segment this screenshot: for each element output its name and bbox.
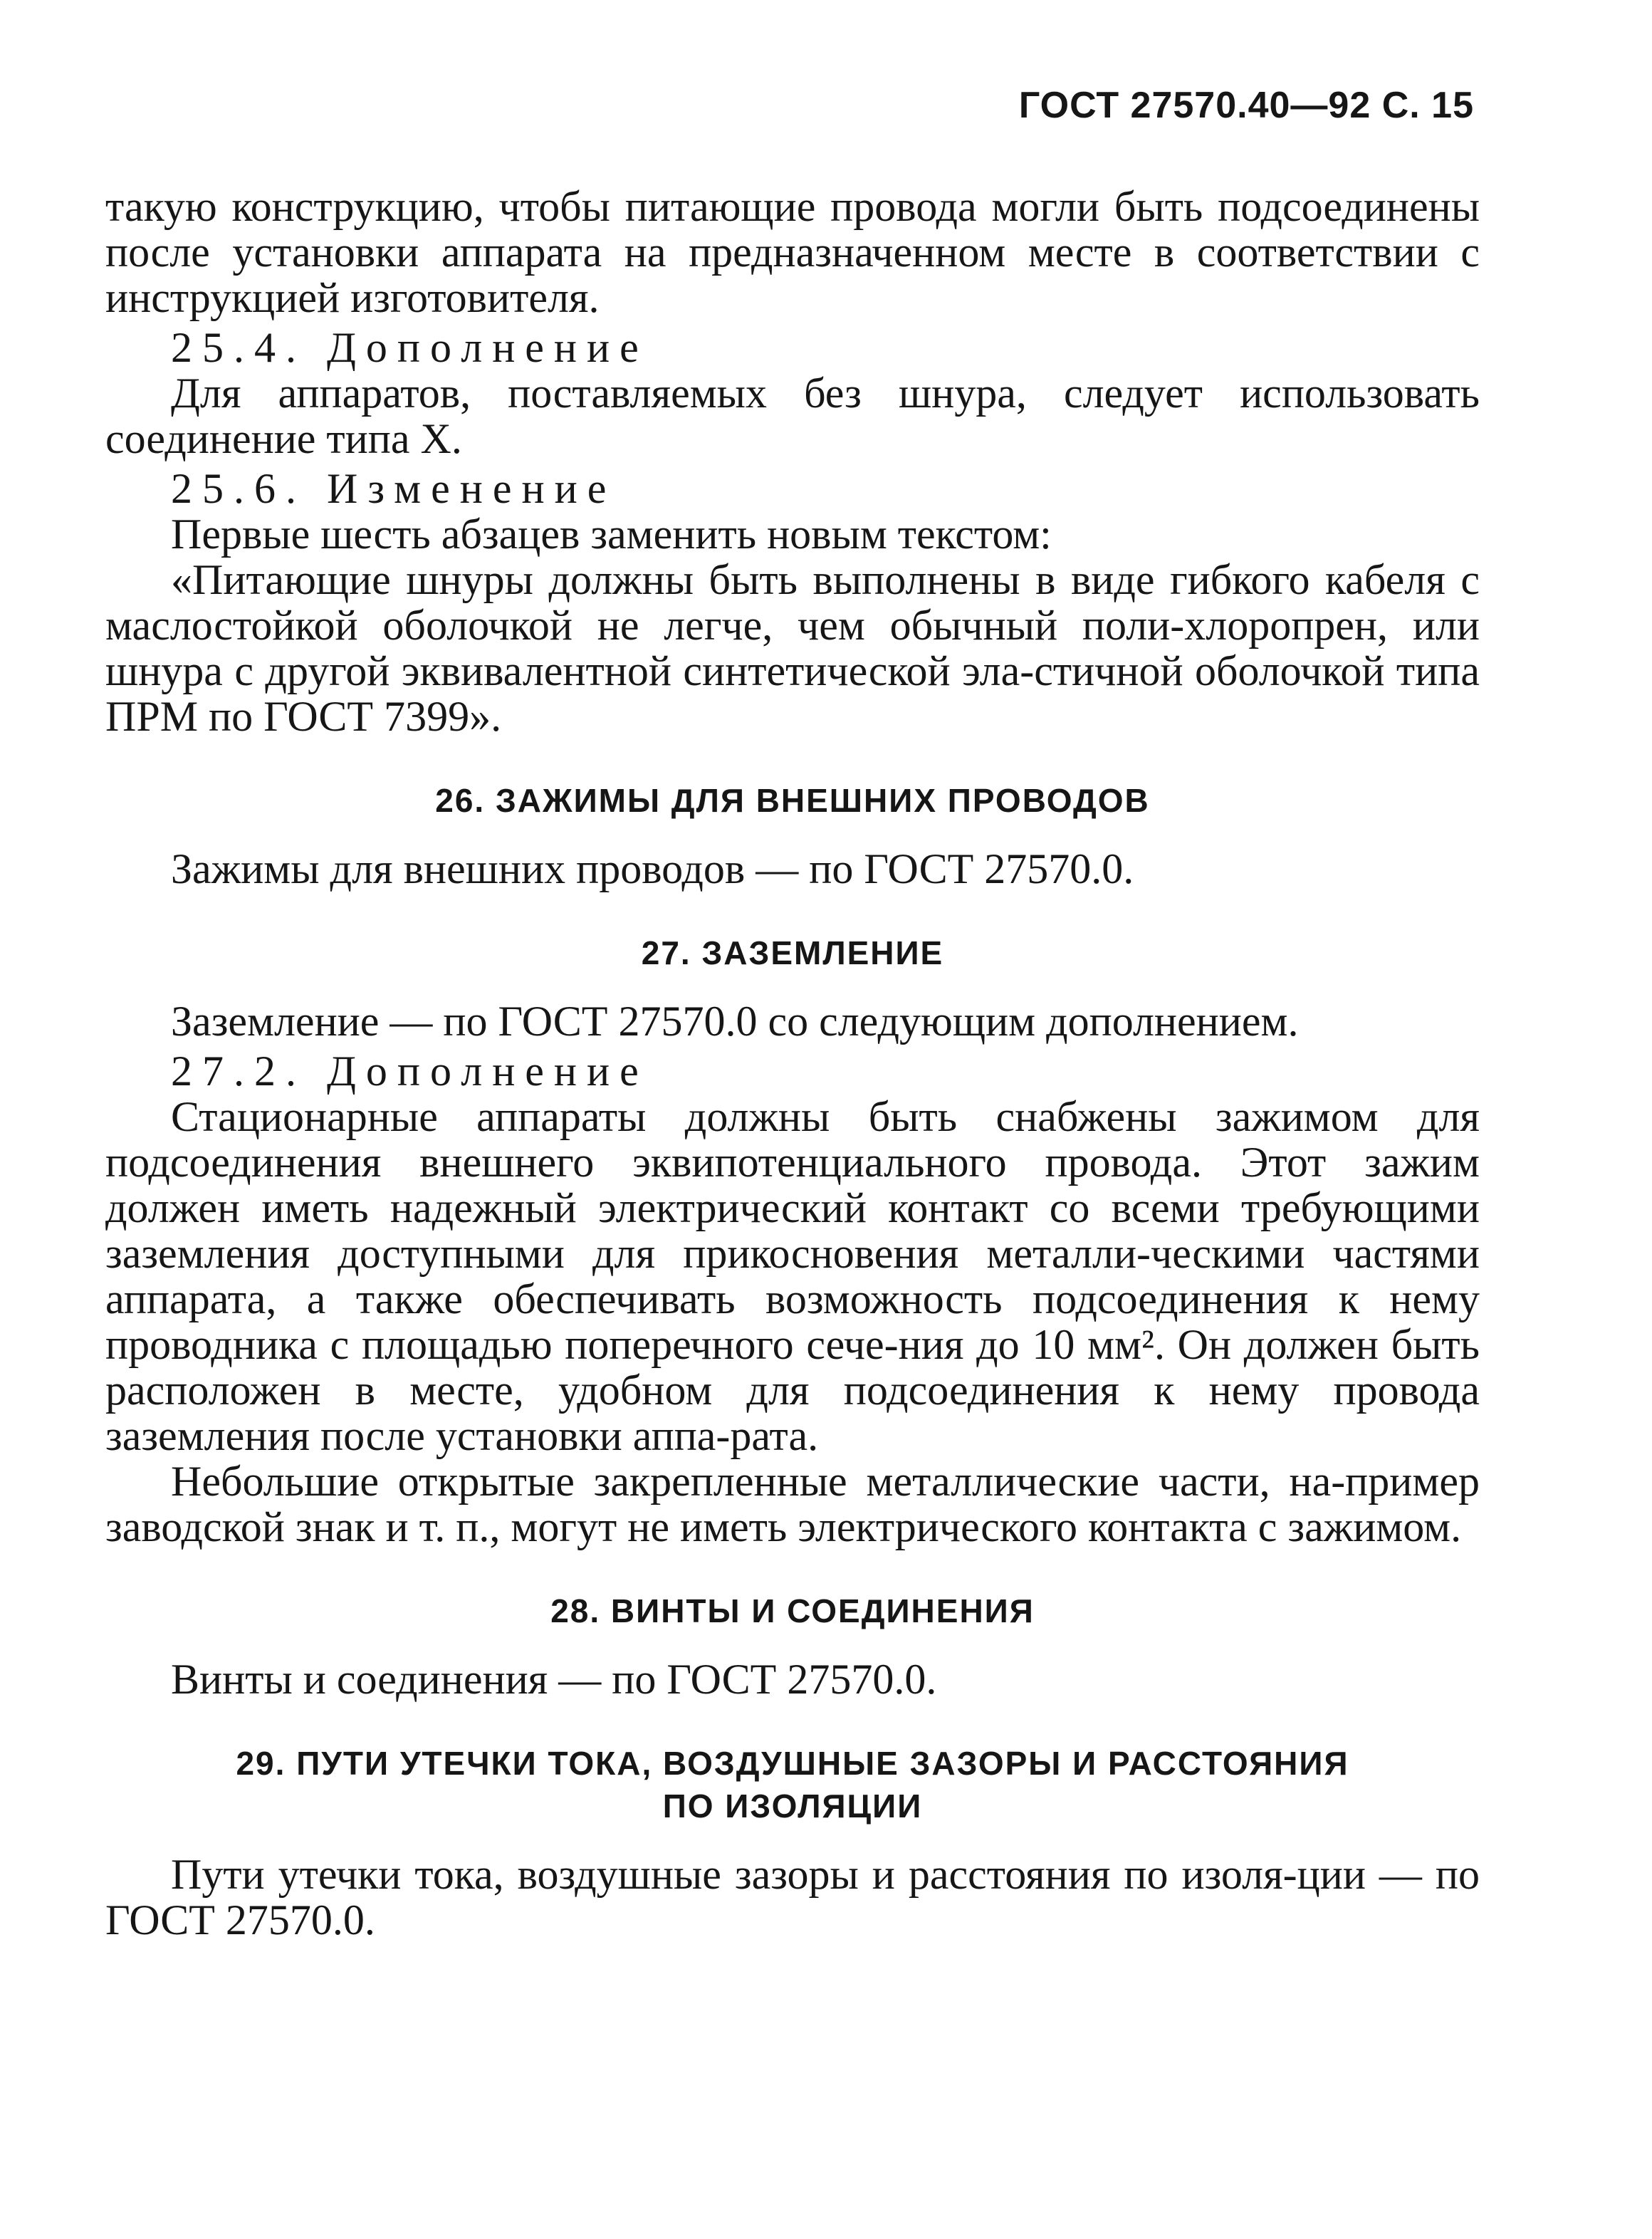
section-29-title-line-2: ПО ИЗОЛЯЦИИ [662,1787,923,1825]
section-27-text: Заземление — по ГОСТ 27570.0 со следующим дополнением. [171,998,1299,1045]
section-28-title: 28. ВИНТЫ И СОЕДИНЕНИЯ [550,1592,1035,1629]
page-header: ГОСТ 27570.40—92 С. 15 [1018,85,1474,126]
section-26-title: 26. ЗАЖИМЫ ДЛЯ ВНЕШНИХ ПРОВОДОВ [435,782,1150,819]
section-29-title [105,1742,1480,1827]
section-29-text: Пути утечки тока, воздушные зазоры и расстояния по изоля-ции — по ГОСТ 27570.0. [105,1851,1480,1943]
paragraph-intro: такую конструкцию, чтобы питающие провода могли быть подсоединены после установки аппарата на предназначенном месте в соответствии с инструкцией изготовителя. [105,183,1480,321]
section-27-title: 27. ЗАЗЕМЛЕНИЕ [641,934,944,971]
item-27-2-text-1: Стационарные аппараты должны быть снабжены зажимом для подсоединения внешнего эквипотенциального провода. Этот зажим должен иметь надежный электрический контакт со всеми требующими заземления доступными для прикосновения металли-ческими частями аппарата, а также обеспечивать возможность подсоединения к нему проводника с площадью поперечного сече-ния до 10 мм². Он должен быть расположен в месте, удобном для подсоединения к нему провода заземления после установки аппа-рата. [105,1093,1480,1459]
item-27-2-text-2: Небольшие открытые закрепленные металлические части, на-пример заводской знак и т. п., могут не иметь электрического контакта с зажимом. [105,1458,1480,1550]
section-26-text: Зажимы для внешних проводов — по ГОСТ 27570.0. [171,845,1134,892]
section-28-text: Винты и соединения — по ГОСТ 27570.0. [171,1656,937,1703]
section-29-title-line-1: 29. ПУТИ УТЕЧКИ ТОКА, ВОЗДУШНЫЕ ЗАЗОРЫ И РАССТОЯНИЯ [236,1745,1349,1782]
item-25-6-text-1: Первые шесть абзацев заменить новым текстом: [171,511,1052,558]
item-27-2-title: 27.2. Дополнение [171,1048,649,1095]
item-25-4-title: 25.4. Дополнение [171,324,649,371]
item-25-6-title: 25.6. Изменение [171,465,617,512]
page-content [105,184,1480,1943]
item-25-6-text-2: «Питающие шнуры должны быть выполнены в виде гибкого кабеля с маслостойкой оболочкой не легче, чем обычный поли-хлоропрен, или шнура с другой эквивалентной синтетической эла-стичной оболочкой типа ПРМ по ГОСТ 7399». [105,556,1480,740]
item-25-4-text: Для аппаратов, поставляемых без шнура, следует использовать соединение типа X. [105,370,1480,462]
